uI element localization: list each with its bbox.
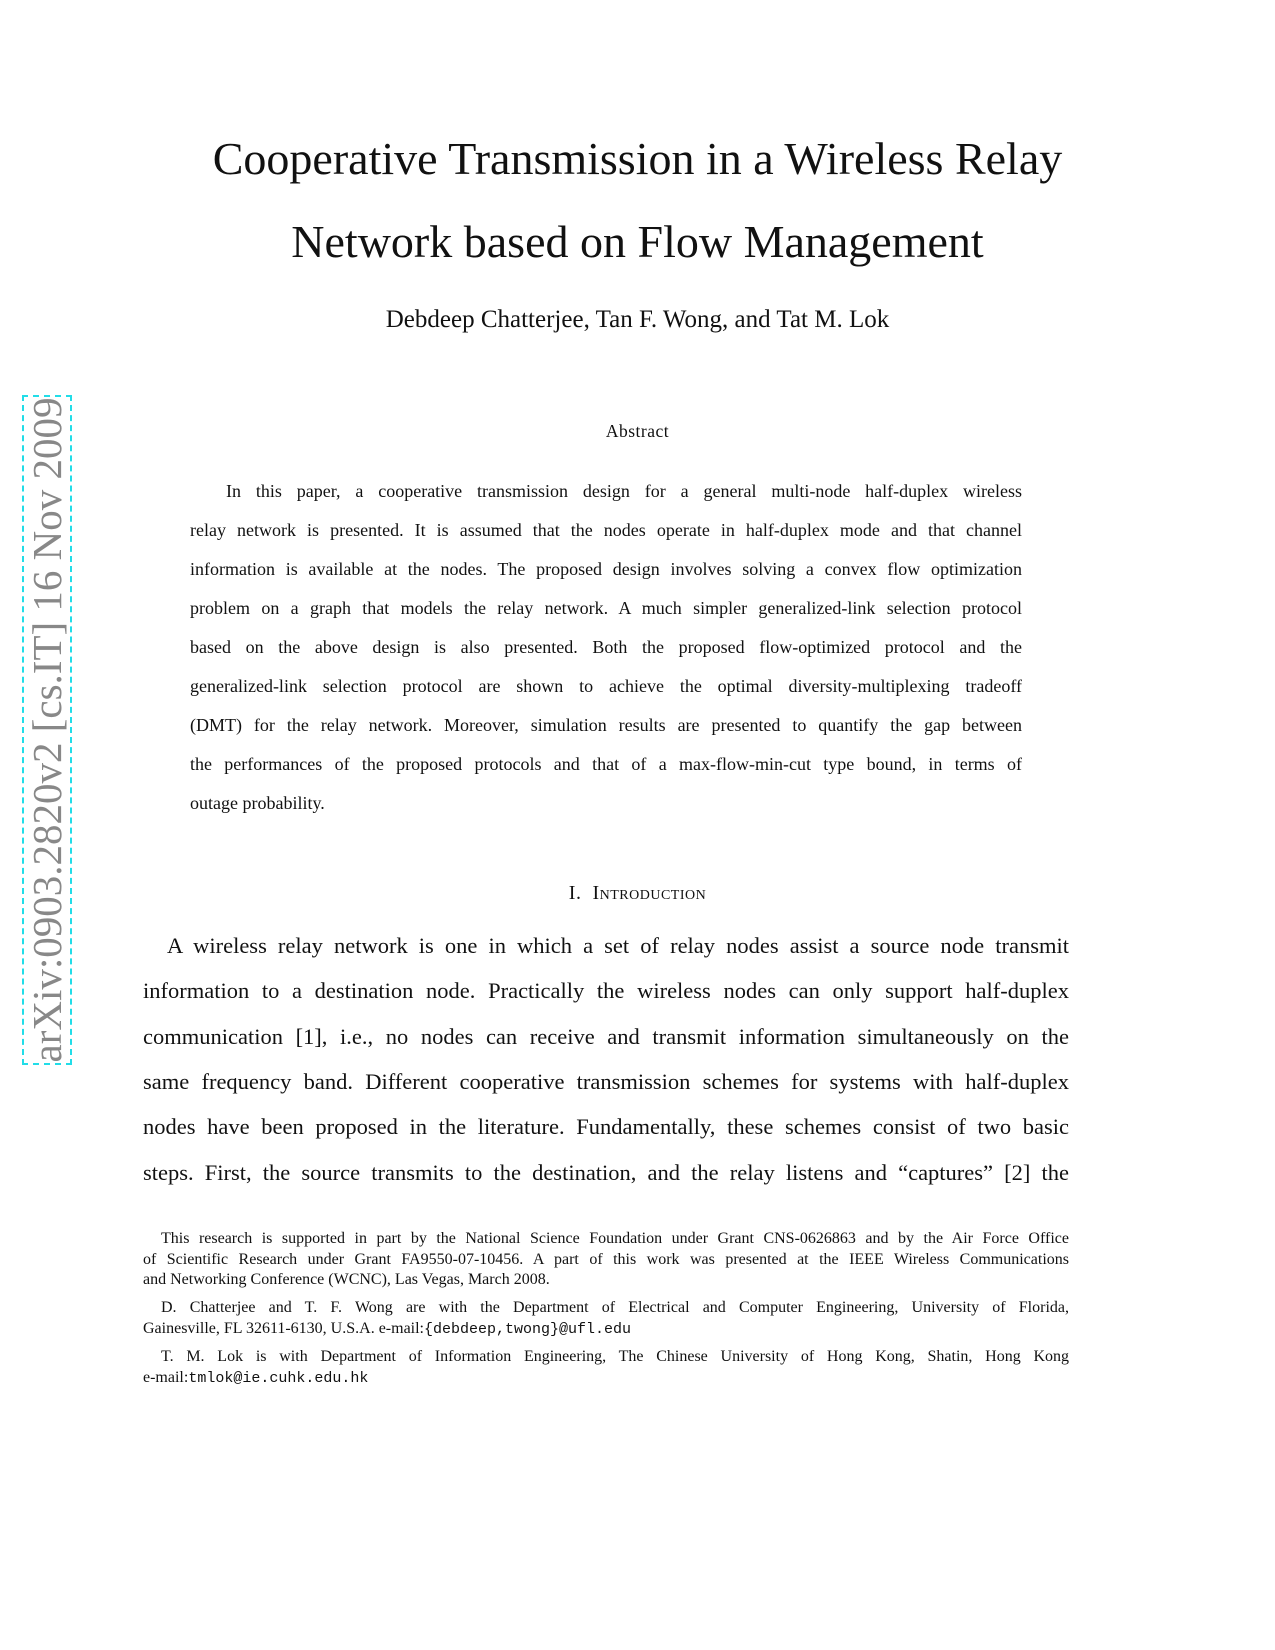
paper-title-line-2: Network based on Flow Management: [291, 216, 984, 267]
section-number: I.: [568, 882, 582, 904]
text-line: based on the above design is also presented. Both the proposed flow-optimized protocol and the: [190, 637, 1022, 657]
text-line: In this paper, a cooperative transmission design for a general multi-node half-duplex wireless: [226, 481, 1022, 501]
text-line: steps. First, the source transmits to the destination, and the relay listens and “captures” [2] the: [143, 1159, 1069, 1185]
authors: Debdeep Chatterjee, Tan F. Wong, and Tat M. Lok: [385, 306, 890, 333]
text-line: (DMT) for the relay network. Moreover, simulation results are presented to quantify the gap between: [190, 715, 1022, 735]
footnote-line: and Networking Conference (WCNC), Las Vegas, March 2008.: [143, 1271, 550, 1288]
section-heading-introduction: [0, 882, 1275, 905]
text-line: generalized-link selection protocol are shown to achieve the optimal diversity-multiplexing tradeoff: [190, 676, 1022, 696]
text-line: the performances of the proposed protocols and that of a max-flow-min-cut type bound, in terms of: [190, 754, 1022, 774]
text-line: same frequency band. Different cooperative transmission schemes for systems with half-duplex: [143, 1068, 1069, 1094]
text-line: information is available at the nodes. The proposed design involves solving a convex flow optimization: [190, 559, 1022, 579]
footnote-line: T. M. Lok is with Department of Information Engineering, The Chinese University of Hong Kong, Shatin, Hong Kong: [161, 1348, 1069, 1365]
text-line: relay network is presented. It is assumed that the nodes operate in half-duplex mode and that channel: [190, 520, 1022, 540]
text-line: communication [1], i.e., no nodes can receive and transmit information simultaneously on the: [143, 1023, 1069, 1049]
footnote-text: e-mail:: [143, 1369, 189, 1386]
footnote-line: D. Chatterjee and T. F. Wong are with the Department of Electrical and Computer Engineering, University of Florida,: [161, 1299, 1069, 1316]
footnote-line: This research is supported in part by the National Science Foundation under Grant CNS-0626863 and by the Air Force Office: [161, 1230, 1069, 1247]
footnote-line: of Scientific Research under Grant FA9550-07-10456. A part of this work was presented at the IEEE Wireless Communications: [143, 1251, 1069, 1268]
email-link[interactable]: {debdeep,twong}@ufl.edu: [424, 1321, 632, 1338]
paper-title-line-1: Cooperative Transmission in a Wireless Relay: [212, 133, 1063, 184]
abstract-heading: Abstract: [605, 421, 670, 441]
section-title: Introduction: [592, 882, 707, 904]
text-line: outage probability.: [190, 793, 325, 813]
text-line: information to a destination node. Practically the wireless nodes can only support half-duplex: [143, 978, 1069, 1004]
text-line: problem on a graph that models the relay network. A much simpler generalized-link selection protocol: [190, 598, 1022, 618]
arxiv-stamp: arXiv:0903.2820v2 [cs.IT] 16 Nov 2009: [24, 397, 70, 1063]
text-line: nodes have been proposed in the literature. Fundamentally, these schemes consist of two basic: [143, 1114, 1069, 1140]
footnote-text: Gainesville, FL 32611-6130, U.S.A. e-mail:: [143, 1320, 424, 1337]
text-line: A wireless relay network is one in which a set of relay nodes assist a source node transmit: [167, 933, 1069, 958]
email-link[interactable]: tmlok@ie.cuhk.edu.hk: [188, 1370, 369, 1387]
